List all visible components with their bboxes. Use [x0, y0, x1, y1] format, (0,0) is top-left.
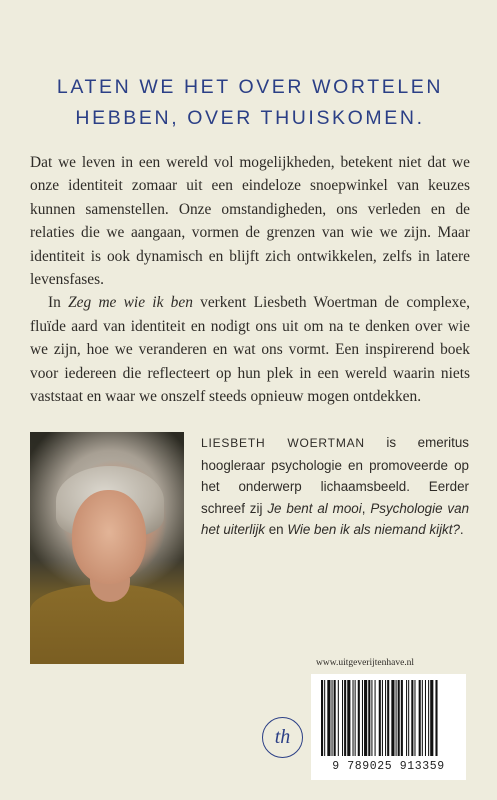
barcode	[311, 674, 466, 780]
bio-book-3: Wie ben ik als niemand kijkt?	[287, 522, 460, 538]
barcode-bar	[338, 680, 339, 756]
barcode-bar	[358, 680, 360, 756]
barcode-bar	[342, 680, 343, 756]
barcode-bar	[327, 680, 330, 756]
barcode-bar	[435, 680, 437, 756]
blurb-paragraph-2	[30, 291, 470, 408]
barcode-bar	[406, 680, 407, 756]
book-title: Zeg me wie ik ben	[68, 294, 193, 312]
barcode-bar	[396, 680, 397, 756]
barcode-bar	[422, 680, 423, 756]
barcode-bar	[353, 680, 354, 756]
barcode-bar	[414, 680, 415, 756]
barcode-bar	[334, 680, 336, 756]
publisher-url: www.uitgeverijtenhave.nl	[316, 658, 415, 668]
bio-book-2: Psychologie van het uiterlijk	[201, 500, 470, 538]
barcode-bar	[398, 680, 400, 756]
author-name: LIESBETH WOERTMAN	[201, 436, 365, 450]
barcode-bar	[324, 680, 325, 756]
barcode-bar	[371, 680, 372, 756]
author-photo	[30, 432, 184, 664]
barcode-bar	[321, 680, 323, 756]
barcode-bar	[347, 680, 350, 756]
barcode-bar	[332, 680, 333, 756]
isbn-number: 9 789025 913359	[332, 760, 445, 773]
bio-book-1: Je bent al mooi	[267, 500, 362, 516]
blurb-rest: verkent Liesbeth Woertman de complexe, fluïde aard van identiteit en nodigt ons uit om na te denken over wie we zijn, hoe we veranderen en wat ons vormt. Een inspirerend boek voor iedereen die reflecteert op hun plek in een wereld waarin niets vaststaat en waar we onszelf steeds opnieuw mogen ontdekken.	[30, 294, 471, 406]
barcode-bar	[408, 680, 409, 756]
barcode-bars	[317, 680, 460, 760]
barcode-bar	[385, 680, 386, 756]
barcode-bar	[401, 680, 403, 756]
barcode-bar	[362, 680, 363, 756]
barcode-bar	[364, 680, 367, 756]
bio-text: is emeritus hoogleraar psychologie en promoveerde op het onderwerp lichaamsbeeld. Eerder schreef zij	[201, 435, 469, 516]
barcode-bar	[428, 680, 429, 756]
headline-line-2: HEBBEN, OVER THUISKOMEN.	[75, 107, 425, 129]
barcode-bar	[387, 680, 389, 756]
bio-end: .	[459, 522, 464, 538]
publisher-logo	[262, 717, 303, 758]
barcode-bar	[391, 680, 394, 756]
author-face	[72, 490, 146, 584]
barcode-bar	[379, 680, 381, 756]
author-bio	[201, 432, 469, 541]
blurb	[30, 151, 470, 408]
barcode-bar	[430, 680, 433, 756]
barcode-bar	[355, 680, 356, 756]
blurb-prefix: In	[48, 294, 69, 312]
publisher-logo-text: th	[274, 726, 291, 748]
barcode-bar	[375, 680, 376, 756]
barcode-bar	[425, 680, 426, 756]
headline-line-1: LATEN WE HET OVER WORTELEN	[56, 76, 444, 98]
barcode-bar	[368, 680, 370, 756]
bio-sep-1: ,	[361, 500, 371, 516]
blurb-paragraph-1: Dat we leven in een wereld vol mogelijkheden, betekent niet dat we onze identiteit zomaar uit een eindeloze snoepwinkel van keuzes kunnen samenstellen. Onze omstandigheden, ons verleden en de relaties die we aangaan, vormen de grenzen van wie we zijn. Maar identiteit is ook dynamisch en blijft zich ontwikkelen, zelfs in latere levensfases.	[30, 154, 470, 289]
barcode-bar	[419, 680, 421, 756]
headline	[30, 72, 470, 134]
barcode-bar	[411, 680, 413, 756]
barcode-bar	[344, 680, 346, 756]
barcode-bar	[382, 680, 383, 756]
bio-sep-2: en	[265, 522, 288, 538]
